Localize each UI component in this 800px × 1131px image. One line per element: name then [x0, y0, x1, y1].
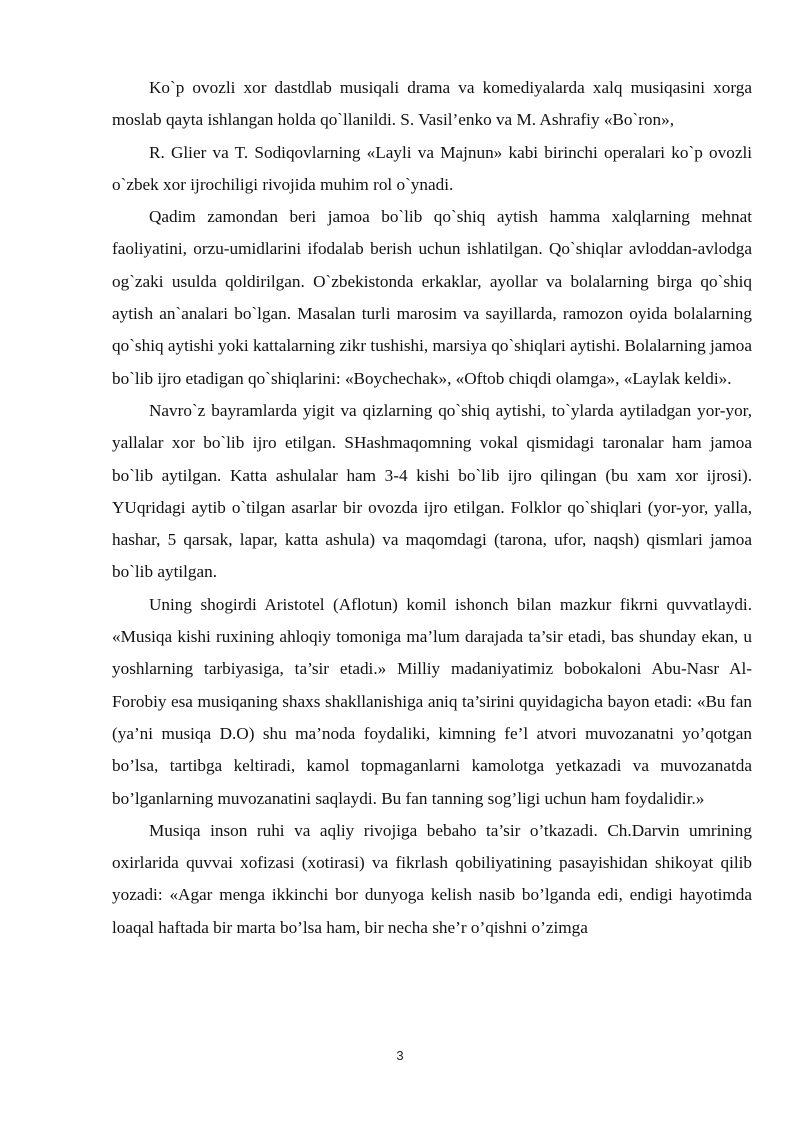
paragraph-darwin-quote: Musiqa inson ruhi va aqliy rivojiga bebaho ta’sir o’tkazadi. Ch.Darvin umrining oxirlarida quvvai xofizasi (xotirasi) va fikrlash qobiliyatining pasayishidan shikoyat qilib yozadi: «Agar menga ikkinchi bor dunyoga kelish nasib bo’lganda edi, endigi hayotimda loaqal haftada bir marta bo’lsa ham, bir necha she’r o’qishni o’zimga: [112, 820, 752, 937]
document-page-body: [112, 72, 752, 944]
page-number: 3: [396, 1048, 404, 1063]
paragraph-choir-origins: Ko`p ovozli xor dastdlab musiqali drama va komediyalarda xalq musiqasini xorga moslab qayta ishlangan holda qo`llanildi. S. Vasil’enko va M. Ashrafiy «Bo`ron»,: [112, 78, 752, 130]
paragraph-navruz-traditions: Navro`z bayramlarda yigit va qizlarning qo`shiq aytishi, to`ylarda aytiladgan yor-yor, yallalar xor bo`lib ijro etilgan. SHashmaqomning vokal qismidagi taronalar ham jamoa bo`lib aytilgan. Katta ashulalar ham 3-4 kishi bo`lib ijro qilingan (bu xam xor ijrosi). YUqridagi aytib o`tilgan asarlar bir ovozda ijro etilgan. Folklor qo`shiqlari (yor-yor, yalla, hashar, 5 qarsak, lapar, katta ashula) va maqomdagi (tarona, ufor, naqsh) qismlari jamoa bo`lib aytilgan.: [112, 400, 752, 582]
paragraph-first-operas: R. Glier va T. Sodiqovlarning «Layli va Majnun» kabi birinchi operalari ko`p ovozli o`zbek xor ijrochiligi rivojida muhim rol o`ynadi.: [112, 142, 752, 194]
paragraph-aristotle-farabi: Uning shogirdi Aristotel (Aflotun) komil ishonch bilan mazkur fikrni quvvatlaydi. «Musiqa kishi ruxining ahloqiy tomoniga ma’lum darajada ta’sir etadi, bas shunday ekan, u yoshlarning tarbiyasiga, ta’sir etadi.» Milliy madaniyatimiz bobokaloni Abu-Nasr Al-Forobiy esa musiqaning shaxs shakllanishiga aniq ta’sirini quyidagicha bayon etadi: «Bu fan (ya’ni musiqa D.O) shu ma’noda foydaliki, kimning fe’l atvori muvozanatni yo’qotgan bo’lsa, tartibga keltiradi, kamol topmaganlarni kamolotga yetkazadi va muvozanatda bo’lganlarning muvozanatini saqlaydi. Bu fan tanning sog’ligi uchun ham foydalidir.»: [112, 594, 752, 808]
paragraph-collective-singing: Qadim zamondan beri jamoa bo`lib qo`shiq aytish hamma xalqlarning mehnat faoliyatini, orzu-umidlarini ifodalab berish uchun ishlatilgan. Qo`shiqlar avloddan-avlodga og`zaki usulda qoldirilgan. O`zbekistonda erkaklar, ayollar va bolalarning birga qo`shiq aytish an`analari bo`lgan. Masalan turli marosim va sayillarda, ramozon oyida bolalarning qo`shiq aytishi yoki kattalarning zikr tushishi, marsiya qo`shiqlari aytishi. Bolalarning jamoa bo`lib ijro etadigan qo`shiqlarini: «Boychechak», «Oftob chiqdi olamga», «Laylak keldi».: [112, 207, 752, 388]
